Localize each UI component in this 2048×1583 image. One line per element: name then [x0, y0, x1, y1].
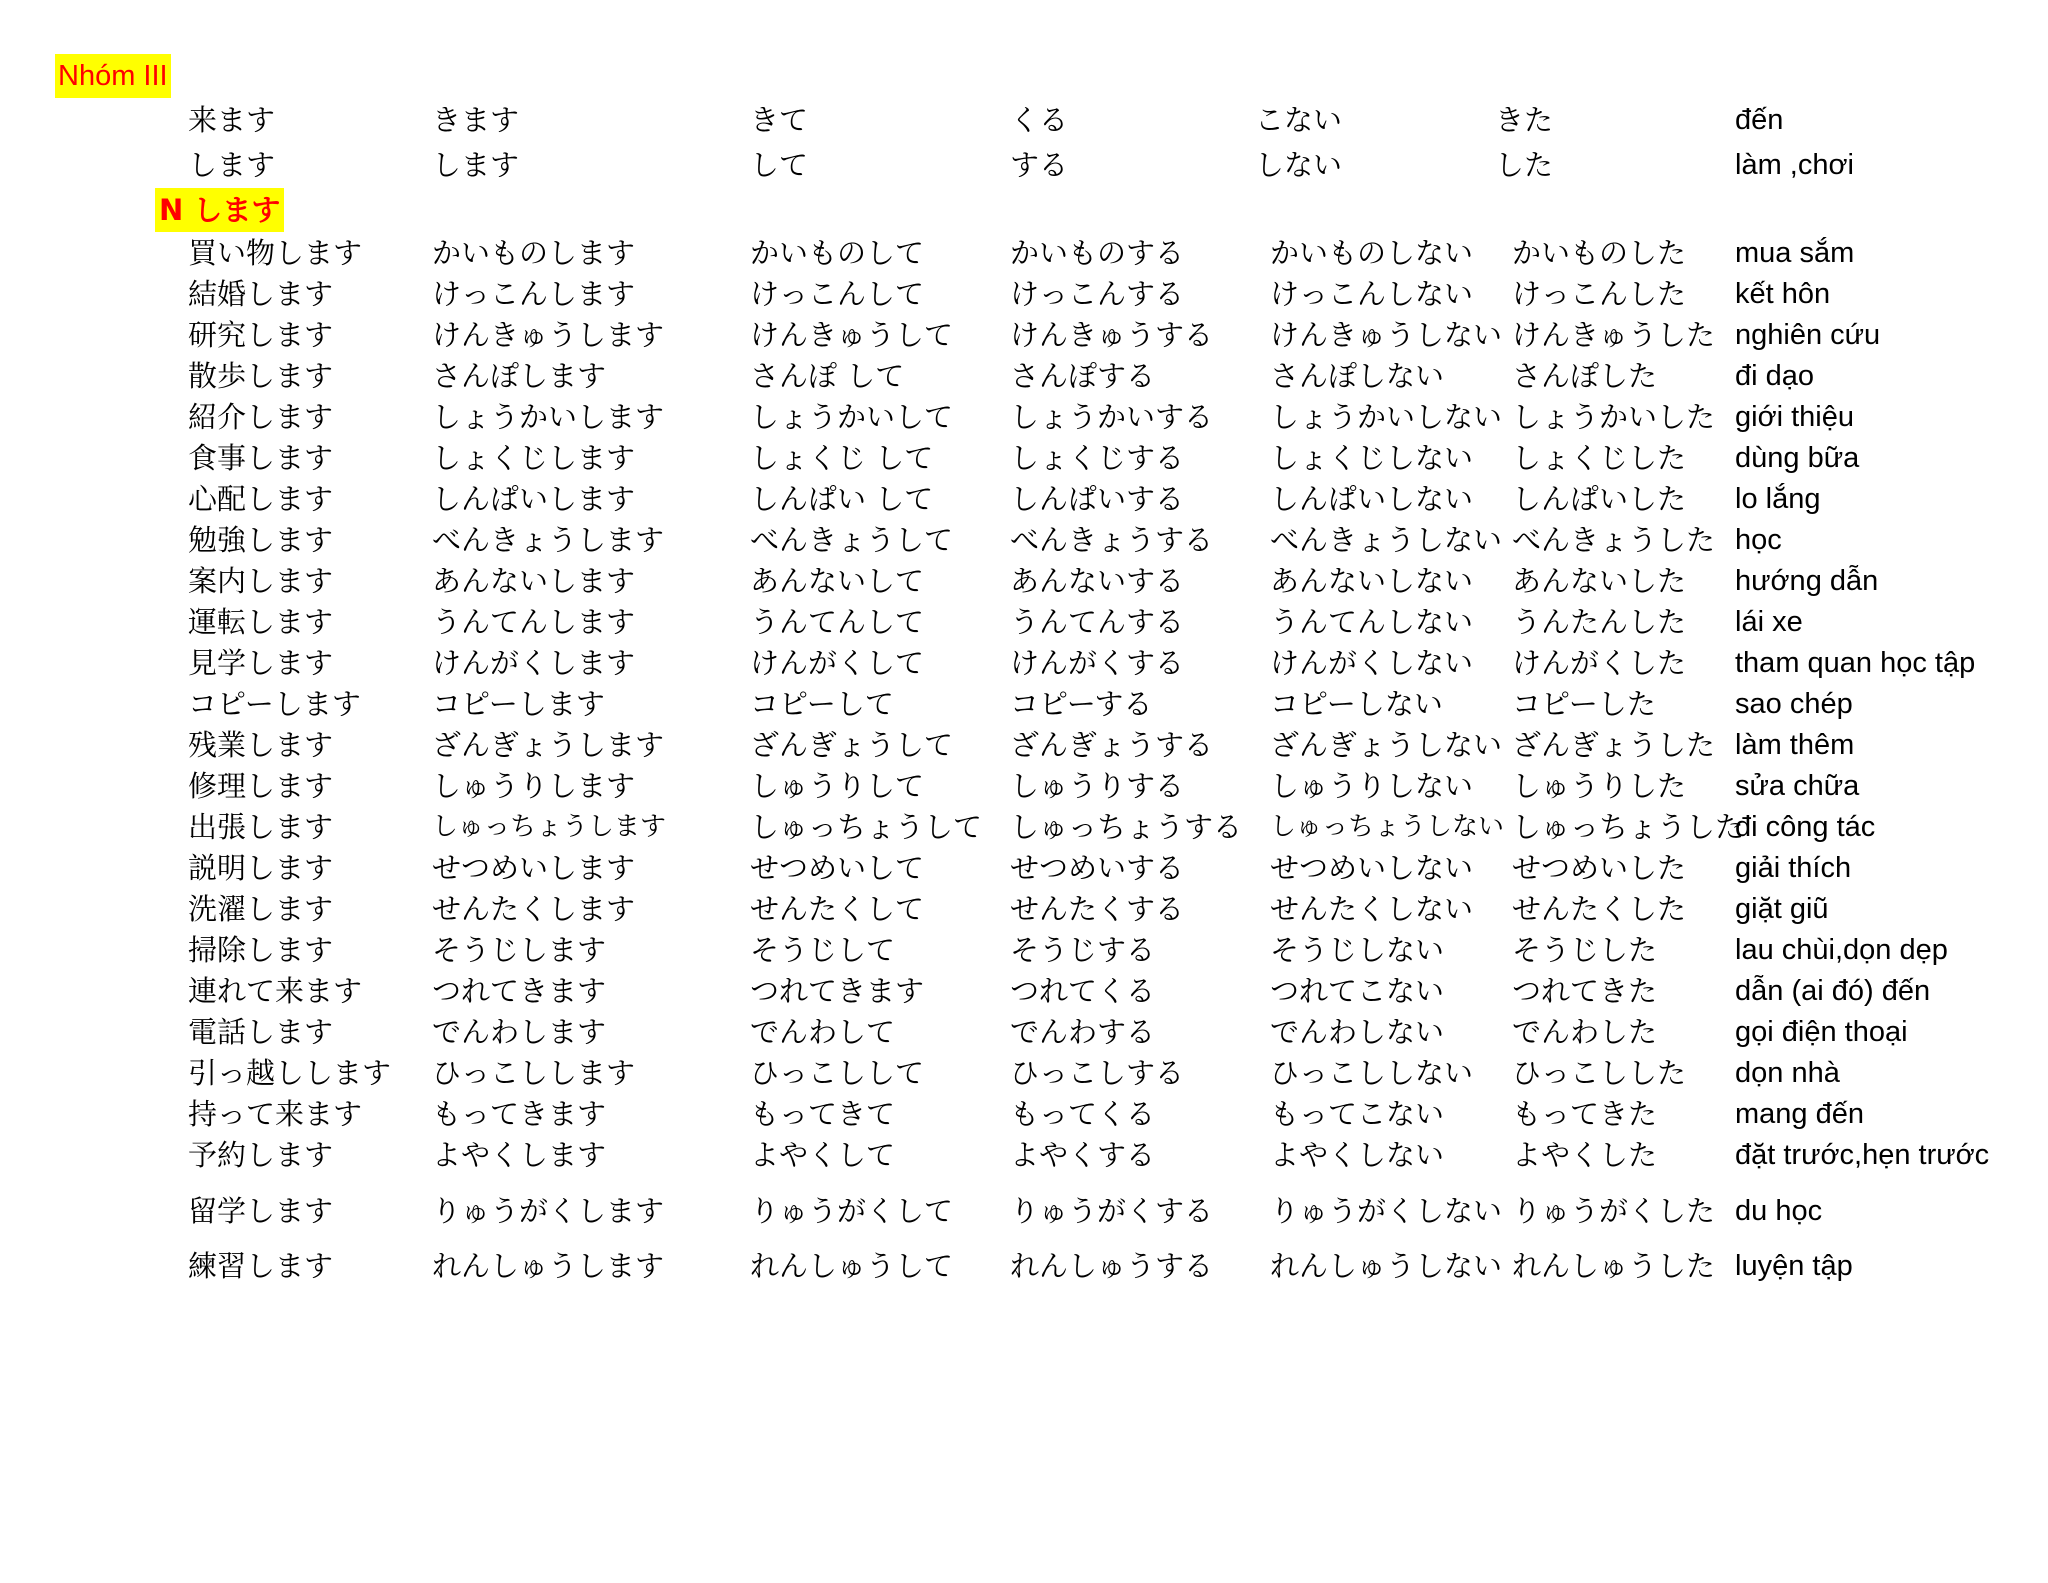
table-row	[0, 684, 2048, 724]
ta-form-cell: うんたんした	[1512, 605, 1687, 639]
meaning-cell: sao chép	[1735, 688, 1853, 720]
te-form-cell: うんてんして	[750, 605, 925, 639]
te-form-cell: けんがくして	[750, 646, 925, 680]
te-form-cell: しょうかいして	[750, 400, 954, 434]
dictionary-form-cell: けんきゅうする	[1010, 318, 1214, 352]
ta-form-cell: しんぱいした	[1512, 482, 1687, 516]
kanji-form-cell: 掃除します	[188, 933, 334, 967]
dictionary-form-cell: ひっこしする	[1010, 1056, 1185, 1090]
te-form-cell: よやくして	[750, 1138, 896, 1172]
nai-form-cell: べんきょうしない	[1270, 523, 1503, 557]
kanji-form-cell: 電話します	[188, 1015, 334, 1049]
ta-form-cell: べんきょうした	[1512, 523, 1716, 557]
table-row	[0, 315, 2048, 355]
masu-form-cell: します	[432, 148, 520, 182]
kanji-form-cell: 紹介します	[188, 400, 334, 434]
kanji-form-cell: 練習します	[188, 1249, 334, 1283]
kanji-form-cell: 散歩します	[188, 359, 334, 393]
table-row	[0, 848, 2048, 888]
kanji-form-cell: 残業します	[188, 728, 334, 762]
nai-form-cell: つれてこない	[1270, 974, 1445, 1008]
kanji-form-cell: 出張します	[188, 810, 334, 844]
nai-form-cell: こない	[1255, 103, 1343, 137]
te-form-cell: せんたくして	[750, 892, 925, 926]
table-row	[0, 725, 2048, 765]
table-row	[0, 356, 2048, 396]
nai-form-cell: さんぽしない	[1270, 359, 1445, 393]
dictionary-form-cell: コピーする	[1010, 687, 1153, 721]
kanji-form-cell: 結婚します	[188, 277, 334, 311]
table-row	[0, 1094, 2048, 1134]
ta-form-cell: した	[1495, 148, 1554, 182]
ta-form-cell: さんぽした	[1512, 359, 1658, 393]
ta-form-cell: せつめいした	[1512, 851, 1687, 885]
ta-form-cell: コピーした	[1512, 687, 1656, 721]
te-form-cell: しゅっちょうして	[750, 810, 983, 844]
kanji-form-cell: します	[188, 148, 276, 182]
te-form-cell: あんないして	[750, 564, 925, 598]
kanji-form-cell: 修理します	[188, 769, 334, 803]
masu-form-cell: よやくします	[432, 1138, 607, 1172]
nai-form-cell: けっこんしない	[1270, 277, 1474, 311]
meaning-cell: làm ,chơi	[1735, 149, 1854, 181]
meaning-cell: sửa chữa	[1735, 770, 1860, 802]
kanji-form-cell: 買い物します	[188, 236, 363, 270]
group-title: Nhóm III	[55, 54, 171, 98]
masu-form-cell: コピーします	[432, 687, 605, 721]
nai-form-cell: けんがくしない	[1270, 646, 1474, 680]
dictionary-form-cell: あんないする	[1010, 564, 1185, 598]
nai-form-cell: しょうかいしない	[1270, 400, 1503, 434]
dictionary-form-cell: れんしゅうする	[1010, 1249, 1214, 1283]
meaning-cell: du học	[1735, 1195, 1823, 1227]
table-row	[0, 1012, 2048, 1052]
masu-form-cell: りゅうがくします	[432, 1194, 665, 1228]
kanji-form-cell: 持って来ます	[188, 1097, 363, 1131]
dictionary-form-cell: くる	[1010, 103, 1069, 137]
table-row	[0, 397, 2048, 437]
dictionary-form-cell: りゅうがくする	[1010, 1194, 1214, 1228]
meaning-cell: đến	[1735, 104, 1784, 136]
ta-form-cell: もってきた	[1512, 1097, 1658, 1131]
nai-form-cell: よやくしない	[1270, 1138, 1445, 1172]
masu-form-cell: うんてんします	[432, 605, 636, 639]
masu-form-cell: さんぽします	[432, 359, 607, 393]
kanji-form-cell: 案内します	[188, 564, 334, 598]
te-form-cell: そうじして	[750, 933, 896, 967]
meaning-cell: luyện tập	[1735, 1250, 1853, 1282]
masu-form-cell: しょうかいします	[432, 400, 665, 434]
dictionary-form-cell: しょくじする	[1010, 441, 1185, 475]
section-title: N します	[155, 188, 284, 232]
meaning-cell: hướng dẫn	[1735, 565, 1879, 597]
table-row	[0, 602, 2048, 642]
table-row	[0, 971, 2048, 1011]
dictionary-form-cell: うんてんする	[1010, 605, 1185, 639]
table-row	[0, 766, 2048, 806]
kanji-form-cell: 連れて来ます	[188, 974, 363, 1008]
nai-form-cell: しょくじしない	[1270, 441, 1474, 475]
te-form-cell: きて	[750, 103, 809, 137]
te-form-cell: せつめいして	[750, 851, 925, 885]
nai-form-cell: しんぱいしない	[1270, 482, 1474, 516]
kanji-form-cell: 説明します	[188, 851, 334, 885]
masu-form-cell: けんきゅうします	[432, 318, 665, 352]
nai-form-cell: でんわしない	[1270, 1015, 1445, 1049]
te-form-cell: して	[750, 148, 809, 182]
kanji-form-cell: 勉強します	[188, 523, 334, 557]
ta-form-cell: つれてきた	[1512, 974, 1658, 1008]
dictionary-form-cell: でんわする	[1010, 1015, 1156, 1049]
dictionary-form-cell: もってくる	[1010, 1097, 1156, 1131]
ta-form-cell: りゅうがくした	[1512, 1194, 1716, 1228]
te-form-cell: しゅうりして	[750, 769, 925, 803]
te-form-cell: けっこんして	[750, 277, 925, 311]
ta-form-cell: よやくした	[1512, 1138, 1658, 1172]
kanji-form-cell: 洗濯します	[188, 892, 334, 926]
ta-form-cell: れんしゅうした	[1512, 1249, 1716, 1283]
table-row	[0, 1246, 2048, 1286]
meaning-cell: lái xe	[1735, 606, 1803, 638]
ta-form-cell: ざんぎょうした	[1512, 728, 1716, 762]
table-row	[0, 561, 2048, 601]
ta-form-cell: しょうかいした	[1512, 400, 1716, 434]
kanji-form-cell: コピーします	[188, 687, 361, 721]
masu-form-cell: れんしゅうします	[432, 1249, 665, 1283]
masu-form-cell: しょくじします	[432, 441, 636, 475]
te-form-cell: れんしゅうして	[750, 1249, 954, 1283]
nai-form-cell: せんたくしない	[1270, 892, 1474, 926]
masu-form-cell: しゅうりします	[432, 769, 636, 803]
table-row	[0, 1135, 2048, 1175]
masu-form-cell: もってきます	[432, 1097, 607, 1131]
table-row	[0, 889, 2048, 929]
te-form-cell: けんきゅうして	[750, 318, 954, 352]
kanji-form-cell: 引っ越しします	[188, 1056, 392, 1090]
kanji-form-cell: 食事します	[188, 441, 334, 475]
dictionary-form-cell: しゅっちょうする	[1010, 810, 1243, 844]
meaning-cell: giới thiệu	[1735, 401, 1854, 433]
nai-form-cell: りゅうがくしない	[1270, 1194, 1503, 1228]
dictionary-form-cell: つれてくる	[1010, 974, 1156, 1008]
te-form-cell: ざんぎょうして	[750, 728, 954, 762]
masu-form-cell: けんがくします	[432, 646, 636, 680]
meaning-cell: nghiên cứu	[1735, 319, 1881, 351]
meaning-cell: giải thích	[1735, 852, 1852, 884]
dictionary-form-cell: べんきょうする	[1010, 523, 1214, 557]
nai-form-cell: もってこない	[1270, 1097, 1445, 1131]
meaning-cell: mua sắm	[1735, 237, 1855, 269]
nai-form-cell: しない	[1255, 148, 1343, 182]
masu-form-cell: そうじします	[432, 933, 607, 967]
dictionary-form-cell: しゅうりする	[1010, 769, 1185, 803]
ta-form-cell: けんがくした	[1512, 646, 1687, 680]
masu-form-cell: でんわします	[432, 1015, 607, 1049]
kanji-form-cell: 予約します	[188, 1138, 334, 1172]
kanji-form-cell: 研究します	[188, 318, 334, 352]
masu-form-cell: けっこんします	[432, 277, 636, 311]
ta-form-cell: でんわした	[1512, 1015, 1658, 1049]
kanji-form-cell: 留学します	[188, 1194, 334, 1228]
te-form-cell: もってきて	[750, 1097, 896, 1131]
masu-form-cell: つれてきます	[432, 974, 607, 1008]
masu-form-cell: べんきょうします	[432, 523, 665, 557]
meaning-cell: đặt trước,hẹn trước	[1735, 1139, 1990, 1171]
nai-form-cell: しゅっちょうしない	[1270, 812, 1505, 842]
masu-form-cell: かいものします	[432, 236, 636, 270]
table-row	[0, 930, 2048, 970]
masu-form-cell: しゅっちょうします	[432, 812, 667, 842]
meaning-cell: dọn nhà	[1735, 1057, 1840, 1089]
dictionary-form-cell: ざんぎょうする	[1010, 728, 1214, 762]
ta-form-cell: しょくじした	[1512, 441, 1687, 475]
masu-form-cell: ひっこしします	[432, 1056, 636, 1090]
table-row	[0, 233, 2048, 273]
dictionary-form-cell: する	[1010, 148, 1069, 182]
meaning-cell: dùng bữa	[1735, 442, 1860, 474]
ta-form-cell: けんきゅうした	[1512, 318, 1716, 352]
te-form-cell: コピーして	[750, 687, 894, 721]
ta-form-cell: あんないした	[1512, 564, 1687, 598]
masu-form-cell: きます	[432, 103, 520, 137]
meaning-cell: giặt giũ	[1735, 893, 1829, 925]
dictionary-form-cell: かいものする	[1010, 236, 1185, 270]
meaning-cell: lau chùi,dọn dẹp	[1735, 934, 1948, 966]
ta-form-cell: せんたくした	[1512, 892, 1687, 926]
meaning-cell: dẫn (ai đó) đến	[1735, 975, 1931, 1007]
ta-form-cell: けっこんした	[1512, 277, 1687, 311]
te-form-cell: かいものして	[750, 236, 925, 270]
masu-form-cell: せつめいします	[432, 851, 636, 885]
nai-form-cell: せつめいしない	[1270, 851, 1474, 885]
masu-form-cell: せんたくします	[432, 892, 636, 926]
dictionary-form-cell: せつめいする	[1010, 851, 1185, 885]
te-form-cell: ひっこしして	[750, 1056, 925, 1090]
table-row	[0, 274, 2048, 314]
dictionary-form-cell: けっこんする	[1010, 277, 1185, 311]
kanji-form-cell: 心配します	[188, 482, 334, 516]
nai-form-cell: しゅうりしない	[1270, 769, 1474, 803]
nai-form-cell: コピーしない	[1270, 687, 1443, 721]
table-row	[0, 643, 2048, 683]
dictionary-form-cell: さんぽする	[1010, 359, 1156, 393]
nai-form-cell: かいものしない	[1270, 236, 1474, 270]
ta-form-cell: きた	[1495, 103, 1554, 137]
kanji-form-cell: 来ます	[188, 103, 276, 137]
table-row	[0, 438, 2048, 478]
dictionary-form-cell: せんたくする	[1010, 892, 1185, 926]
te-form-cell: しょくじ して	[750, 441, 934, 475]
te-form-cell: つれてきます	[750, 974, 925, 1008]
ta-form-cell: かいものした	[1512, 236, 1687, 270]
dictionary-form-cell: けんがくする	[1010, 646, 1185, 680]
meaning-cell: đi dạo	[1735, 360, 1815, 392]
meaning-cell: học	[1735, 524, 1782, 556]
table-row	[0, 1053, 2048, 1093]
te-form-cell: さんぽ して	[750, 359, 905, 393]
meaning-cell: kết hôn	[1735, 278, 1831, 310]
meaning-cell: lo lắng	[1735, 483, 1821, 515]
masu-form-cell: しんぱいします	[432, 482, 636, 516]
nai-form-cell: ひっこししない	[1270, 1056, 1474, 1090]
nai-form-cell: れんしゅうしない	[1270, 1249, 1503, 1283]
nai-form-cell: ざんぎょうしない	[1270, 728, 1503, 762]
kanji-form-cell: 見学します	[188, 646, 334, 680]
ta-form-cell: ひっこしした	[1512, 1056, 1687, 1090]
meaning-cell: mang đến	[1735, 1098, 1864, 1130]
meaning-cell: đi công tác	[1735, 811, 1876, 843]
masu-form-cell: あんないします	[432, 564, 636, 598]
te-form-cell: べんきょうして	[750, 523, 954, 557]
meaning-cell: làm thêm	[1735, 729, 1855, 761]
ta-form-cell: しゅっちょうした	[1512, 810, 1745, 844]
table-row	[0, 479, 2048, 519]
te-form-cell: りゅうがくして	[750, 1194, 954, 1228]
meaning-cell: gọi điện thoại	[1735, 1016, 1908, 1048]
table-row	[0, 1191, 2048, 1231]
nai-form-cell: うんてんしない	[1270, 605, 1474, 639]
dictionary-form-cell: よやくする	[1010, 1138, 1156, 1172]
masu-form-cell: ざんぎょうします	[432, 728, 665, 762]
nai-form-cell: けんきゅうしない	[1270, 318, 1503, 352]
table-row	[0, 807, 2048, 847]
ta-form-cell: しゅうりした	[1512, 769, 1687, 803]
dictionary-form-cell: しょうかいする	[1010, 400, 1214, 434]
table-row	[0, 520, 2048, 560]
table-row	[0, 100, 2048, 140]
meaning-cell: tham quan học tập	[1735, 647, 1976, 679]
dictionary-form-cell: しんぱいする	[1010, 482, 1185, 516]
table-row	[0, 145, 2048, 185]
kanji-form-cell: 運転します	[188, 605, 334, 639]
nai-form-cell: あんないしない	[1270, 564, 1474, 598]
nai-form-cell: そうじしない	[1270, 933, 1445, 967]
te-form-cell: しんぱい して	[750, 482, 934, 516]
dictionary-form-cell: そうじする	[1010, 933, 1156, 967]
te-form-cell: でんわして	[750, 1015, 896, 1049]
ta-form-cell: そうじした	[1512, 933, 1658, 967]
